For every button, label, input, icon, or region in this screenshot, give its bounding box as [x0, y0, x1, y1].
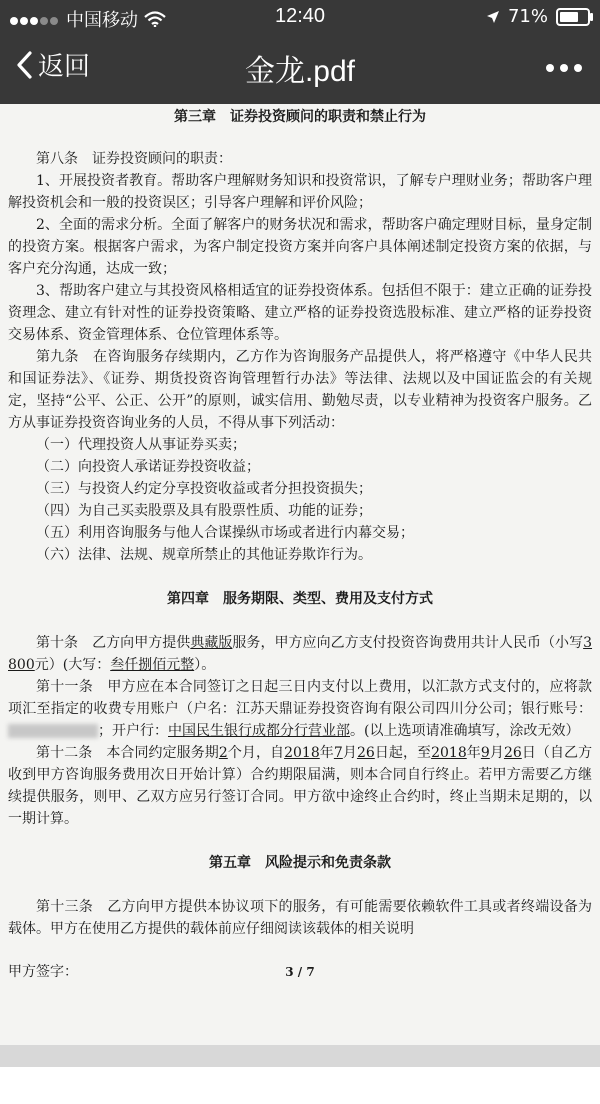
- chapter-3-title: 第三章 证券投资顾问的职责和禁止行为: [174, 109, 426, 125]
- text: 年: [319, 745, 334, 761]
- battery-fill: [560, 12, 578, 22]
- carrier-label: 中国移动: [66, 10, 138, 31]
- text: 第十条 乙方向甲方提供: [36, 635, 191, 651]
- pdf-page: [8, 104, 592, 1104]
- article-9-item: （四）为自己买卖股票及具有股票性质、功能的证券；: [36, 503, 372, 519]
- article-9-item: （一）代理投资人从事证券买卖；: [36, 437, 246, 453]
- chapter-4-title: 第四章 服务期限、类型、费用及支付方式: [167, 591, 433, 607]
- back-label: 返回: [38, 52, 91, 82]
- text: 月: [342, 745, 357, 761]
- pdf-viewer[interactable]: [0, 104, 600, 1067]
- more-dot-icon: [574, 64, 582, 72]
- article-9-item: （三）与投资人约定分享投资收益或者分担投资损失；: [36, 481, 372, 497]
- end-day-field: 26: [503, 745, 522, 761]
- text: ）。: [194, 657, 216, 673]
- article-9: 第九条 在咨询服务存续期内，乙方作为咨询服务产品提供人，将严格遵守《中华人民共和国证券法》、《证券、期货投资咨询管理暂行办法》等法律、法规以及中国证监会的有关规定，坚持“公平、公正、公开”的原则，诚实信用、勤勉尽责，以专业精神为投资客户服务。乙方从事证券投资咨询业务的人员，不得从事下列活动：: [8, 349, 592, 431]
- text: 。(以上选项请准确填写，涂改无效）: [350, 723, 580, 739]
- article-13: 第十三条 乙方向甲方提供本协议项下的服务，有可能需要依赖软件工具或者终端设备为载体。甲方在使用乙方提供的载体前应仔细阅读该载体的相关说明: [8, 899, 592, 937]
- months-field: 2: [218, 745, 228, 761]
- article-8-item-3: 3、帮助客户建立与其投资风格相适宜的证券投资体系。包括但不限于：建立正确的证券投资理念、建立有针对性的证券投资策略、建立严格的证券投资选股标准、建立严格的证券投资交易体系、资金管理体系、仓位管理体系等。: [8, 283, 592, 343]
- fee-amount-field: 3800: [8, 635, 593, 673]
- article-11: [8, 676, 592, 742]
- article-9-item: （五）利用咨询服务与他人合谋操纵市场或者进行内幕交易；: [36, 525, 414, 541]
- status-bar: [0, 0, 600, 34]
- text: 个月，自: [227, 745, 285, 761]
- more-dot-icon: [546, 64, 554, 72]
- battery-percent: 71%: [507, 6, 548, 27]
- end-month-field: 9: [480, 745, 490, 761]
- start-day-field: 26: [356, 745, 375, 761]
- text: 元）(大写：: [34, 657, 111, 673]
- article-9-item: （六）法律、法规、规章所禁止的其他证券欺诈行为。: [36, 547, 372, 563]
- text: 第十一条 甲方应在本合同签订之日起三日内支付以上费用，以汇款方式支付的，应将款项汇至指定的收费专用账户（户名：江苏天鼎证券投资咨询有限公司四川分公司；银行账号：: [8, 679, 592, 717]
- page-number: 3 / 7: [285, 965, 315, 979]
- text: 第十二条 本合同约定服务期: [36, 745, 219, 761]
- location-arrow-icon: [486, 10, 500, 24]
- bank-field: 中国民生银行成都分行营业部: [168, 723, 350, 739]
- text: 日（自乙方收到甲方咨询服务费用次日开始计算）合约期限届满，则本合同自行终止。若甲方需要乙方继续提供服务，则甲、乙双方应另行签订合同。甲方欲中途终止合约时，终止当期未足期的，以一期计算。: [8, 745, 593, 827]
- battery-icon: [556, 8, 590, 26]
- text: 年: [466, 745, 481, 761]
- start-month-field: 7: [333, 745, 343, 761]
- more-dot-icon: [560, 64, 568, 72]
- fee-amount-words-field: 叁仟捌佰元整: [110, 657, 195, 673]
- redacted-account-number: [8, 724, 98, 738]
- page-title: 金龙.pdf: [244, 55, 356, 88]
- top-bar: [0, 0, 600, 104]
- text: ；开户行：: [98, 723, 168, 739]
- article-8-item-1: 1、开展投资者教育。帮助客户理解财务知识和投资常识，了解专户理财业务；帮助客户理解投资机会和一般的投资误区；引导客户理解和评价风险；: [8, 173, 592, 211]
- article-8-item-2: 2、全面的需求分析。全面了解客户的财务状况和需求，帮助客户确定理财目标，量身定制的投资方案。根据客户需求，为客户制定投资方案并向客户具体阐述制定投资方案的依据，与客户充分沟通，达成一致；: [8, 217, 592, 277]
- text: 服务，甲方应向乙方支付投资咨询费用共计人民币（小写: [232, 635, 584, 651]
- page-separator: [0, 1045, 600, 1067]
- status-time: 12:40: [274, 5, 326, 27]
- article-12: [8, 742, 592, 830]
- product-field: 典藏版: [190, 635, 233, 651]
- text: 月: [489, 745, 504, 761]
- article-10: [8, 632, 592, 676]
- start-year-field: 2018: [284, 745, 320, 761]
- chapter-5-title: 第五章 风险提示和免责条款: [209, 855, 391, 871]
- signature-label: 甲方签字：: [8, 964, 78, 980]
- more-button[interactable]: [546, 64, 582, 72]
- article-8: 第八条 证券投资顾问的职责：: [36, 151, 232, 167]
- text: 日起，至: [374, 745, 432, 761]
- end-year-field: 2018: [431, 745, 467, 761]
- article-9-item: （二）向投资人承诺证券投资收益；: [36, 459, 260, 475]
- nav-bar: [0, 34, 600, 104]
